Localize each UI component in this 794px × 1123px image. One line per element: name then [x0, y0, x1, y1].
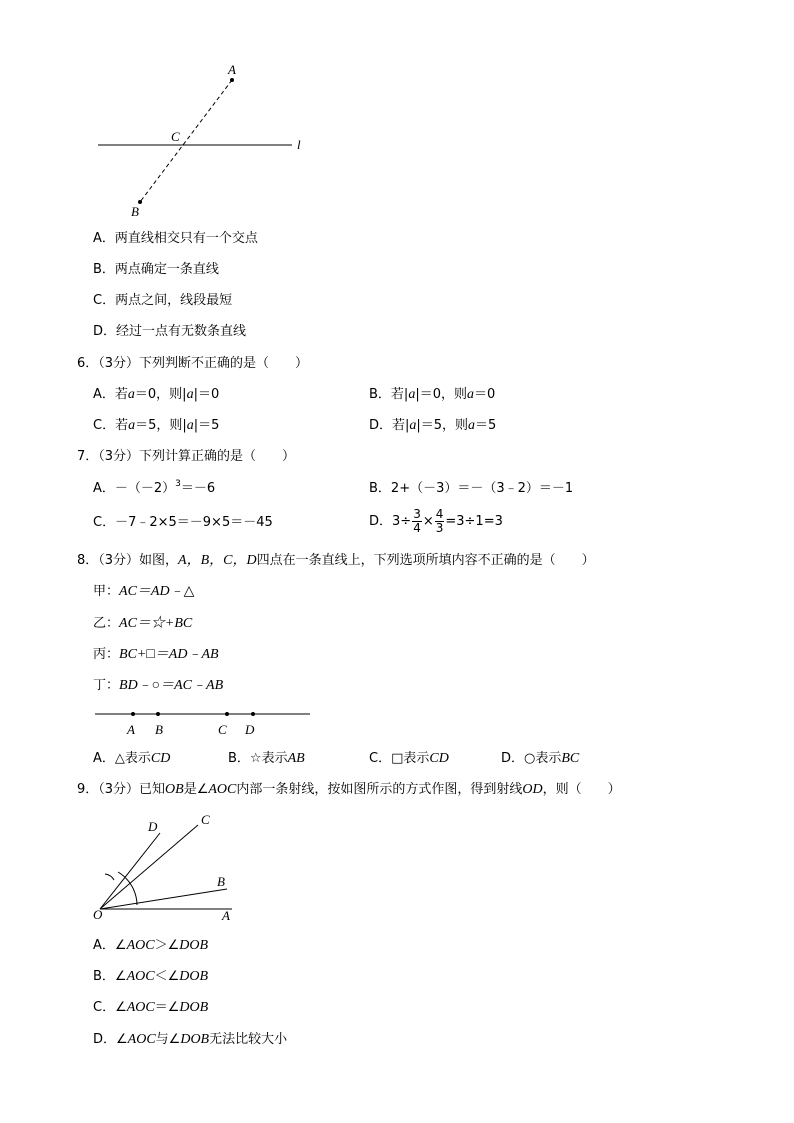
q9-option-b[interactable]: [93, 969, 208, 985]
text: A．△表示: [93, 751, 151, 766]
ray-ob: [100, 889, 227, 909]
exponent: 3: [175, 479, 181, 489]
var: CD: [429, 751, 449, 766]
var: a: [468, 418, 476, 433]
var: AOC: [208, 782, 237, 797]
text: ，则（ ）: [542, 782, 621, 797]
text: |＝5: [193, 418, 220, 433]
text: 四点在一条直线上，下列选项所填内容不正确的是（ ）: [256, 553, 595, 568]
text: 甲：: [93, 584, 120, 599]
var: DOB: [180, 1032, 210, 1047]
label-l: l: [297, 137, 301, 152]
times-sign: ×: [422, 514, 434, 529]
label-c: C: [201, 812, 210, 827]
var: a: [127, 387, 135, 402]
text: A．－（－2）: [93, 481, 176, 496]
var: OB: [165, 782, 184, 797]
construction-arc: [118, 872, 137, 905]
text: B．∠: [93, 969, 127, 984]
label-c: C: [171, 129, 180, 144]
label-d: D: [148, 819, 158, 834]
label-a: A: [228, 62, 236, 77]
text: 内部一条射线，按如图所示的方式作图，得到射线: [236, 782, 523, 797]
text: |＝5，则: [416, 418, 469, 433]
text: D．∠: [93, 1032, 128, 1047]
var: CD: [150, 751, 171, 766]
var: DOB: [179, 969, 209, 984]
text: ＝5，则|: [135, 418, 187, 433]
label-d: D: [245, 722, 255, 737]
text: ＞∠: [154, 938, 180, 953]
expr: BC+□＝AD﹣AB: [119, 647, 219, 662]
text: ＝∠: [154, 1000, 180, 1015]
q5-option-c[interactable]: C．两点之间，线段最短: [93, 293, 233, 308]
label-o: O: [93, 907, 103, 922]
var: a: [186, 418, 194, 433]
label-a: A: [222, 908, 230, 923]
label-b: B: [217, 874, 225, 889]
var: a: [408, 387, 416, 402]
ray-oc: [100, 825, 198, 909]
text: C．∠: [93, 1000, 127, 1015]
text: 丁：: [93, 678, 120, 693]
text: A．∠: [93, 938, 127, 953]
text: D．3÷: [369, 514, 412, 529]
expr: AC＝AD﹣△: [119, 584, 195, 599]
text: ＝0: [473, 387, 496, 402]
numerator: 3: [413, 507, 421, 521]
text: ＝－6: [180, 481, 216, 496]
q7-stem: 7．（3分）下列计算正确的是（ ）: [77, 449, 296, 464]
expr: AC＝☆+BC: [119, 616, 193, 631]
text: |＝0: [193, 387, 220, 402]
q7-option-b[interactable]: B．2+（－3）＝－（3﹣2）＝－1: [369, 481, 574, 496]
text: 与∠: [155, 1032, 181, 1047]
label-b: B: [131, 204, 139, 219]
q7-option-c[interactable]: C．－7﹣2×5＝－9×5＝－45: [93, 515, 273, 530]
q9-option-d[interactable]: [93, 1032, 287, 1048]
q5-option-a[interactable]: A．两直线相交只有一个交点: [93, 231, 258, 246]
text: =3÷1=3: [445, 514, 503, 529]
text: C．□表示: [369, 751, 430, 766]
text: D．若|: [369, 418, 410, 433]
q9-option-a[interactable]: [93, 938, 208, 954]
var: a: [186, 387, 194, 402]
q5-option-b[interactable]: B．两点确定一条直线: [93, 262, 219, 277]
text: ＝0，则|: [134, 387, 187, 402]
q5-option-d[interactable]: D．经过一点有无数条直线: [93, 324, 247, 339]
var: DOB: [179, 938, 208, 953]
numerator: 4: [435, 507, 444, 521]
var: a: [409, 418, 417, 433]
denominator: 3: [435, 521, 444, 535]
text: B．☆表示: [228, 751, 288, 766]
var: OD: [522, 782, 543, 797]
text: 乙：: [93, 616, 120, 631]
expr: BD﹣○＝AC﹣AB: [119, 678, 224, 693]
text: C．若: [93, 418, 129, 433]
var: a: [128, 418, 136, 433]
var: BC: [561, 751, 580, 766]
label-b: B: [155, 722, 163, 737]
var: AOC: [126, 969, 155, 984]
construction-arc-small: [105, 874, 114, 880]
text: 丙：: [93, 647, 120, 662]
var: DOB: [179, 1000, 209, 1015]
var: AOC: [126, 1000, 155, 1015]
text: |＝0，则: [415, 387, 467, 402]
var: AB: [287, 751, 305, 766]
var: AOC: [127, 1032, 156, 1047]
text: A．若: [93, 387, 128, 402]
text: ＜∠: [154, 969, 180, 984]
text: D．○表示: [501, 751, 562, 766]
text: 8．（3分）如图，: [77, 553, 179, 568]
q9-option-c[interactable]: [93, 1000, 208, 1016]
text: 无法比较大小: [209, 1032, 288, 1047]
var: AOC: [126, 938, 155, 953]
text: B．若|: [369, 387, 409, 402]
q6-stem: 6．（3分）下列判断不正确的是（ ）: [77, 356, 309, 371]
label-c: C: [218, 722, 227, 737]
var: a: [466, 387, 474, 402]
ray-od: [100, 833, 160, 909]
denominator: 4: [413, 521, 421, 535]
label-a: A: [127, 722, 135, 737]
text: 9．（3分）已知: [77, 782, 166, 797]
text: ＝5: [475, 418, 497, 433]
text: 是∠: [183, 782, 209, 797]
vars: A，B，C，D: [178, 553, 257, 568]
